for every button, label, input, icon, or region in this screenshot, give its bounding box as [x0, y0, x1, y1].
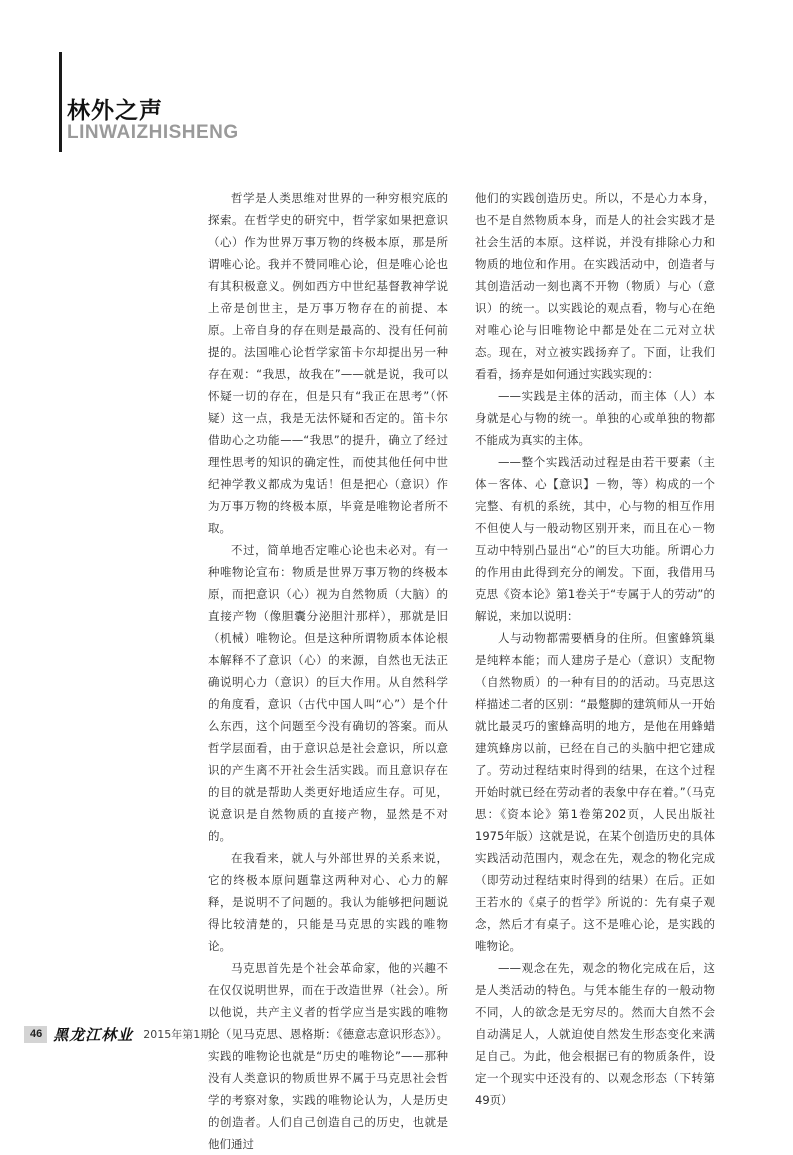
paragraph: ——整个实践活动过程是由若干要素（主体－客体、心【意识】－物，等）构成的一个完整、有机的系统，其中，心与物的相互作用不但使人与一般动物区别开来，而且在心－物互动中特别凸显出“心”的巨大功能。所谓心力的作用由此得到充分的阐发。下面，我借用马克思《资本论》第1卷关于“专属于人的劳动”的解说，来加以说明：: [475, 455, 715, 623]
issue-label: 2015年第1期: [143, 1028, 212, 1041]
paragraph: 哲学是人类思维对世界的一种穷根究底的探索。在哲学史的研究中，哲学家如果把意识（心）作为世界万事万物的终极本原，那是所谓唯心论。我并不赞同唯心论，但是唯心论也有其积极意义。例如西方中世纪基督教神学说上帝是创世主，是万事万物存在的前提、本原。上帝自身的存在则是最高的、没有任何前提的。法国唯心论哲学家笛卡尔却提出另一种存在观：“我思，故我在”——就是说，我可以怀疑一切的存在，但是只有“我正在思考”（怀疑）这一点，我是无法怀疑和否定的。笛卡尔借助心之功能——“我思”的提升，确立了经过理性思考的知识的确定性，而使其他任何中世纪神学教义都成为鬼话！但是把心（意识）作为万事万物的终极本原，毕竟是唯物论者所不取。: [208, 191, 448, 535]
column-subtitle: LINWAIZHISHENG: [67, 122, 239, 143]
magazine-logo: 黑龙江林业: [53, 1025, 134, 1044]
paragraph: ——观念在先，观念的物化完成在后，这是人类活动的特色。与凭本能生存的一般动物不同，人的欲念是无穷尽的。然而大自然不会自动满足人，人就迫使自然发生形态变化来满足自己。为此，他会根据已有的物质条件，设定一个现实中还没有的、以观念形态（下转第49页）: [475, 961, 715, 1107]
paragraph: 他们的实践创造历史。所以，不是心力本身，也不是自然物质本身，而是人的社会实践才是社会生活的本原。这样说，并没有排除心力和物质的地位和作用。在实践活动中，创造者与其创造活动一刻也离不开物（物质）与心（意识）的统一。以实践论的观点看，物与心在绝对唯心论与旧唯物论中都是处在二元对立状态。现在，对立被实践扬弃了。下面，让我们看看，扬弃是如何通过实践实现的：: [475, 191, 715, 381]
column-title: 林外之声: [67, 98, 163, 124]
paragraph: 马克思首先是个社会革命家，他的兴趣不在仅仅说明世界，而在于改造世界（社会）。所以他说，共产主义者的哲学应当是实践的唯物论（见马克思、恩格斯：《德意志意识形态》）。实践的唯物论也就是“历史的唯物论”——那种没有人类意识的物质世界不属于马克思社会哲学的考察对象，实践的唯物论认为，人是历史的创造者。人们自己创造自己的历史，也就是他们通过: [208, 961, 448, 1151]
header-accent-bar: [59, 52, 62, 152]
paragraph: 不过，简单地否定唯心论也未必对。有一种唯物论宣布：物质是世界万事万物的终极本原，而把意识（心）视为自然物质（大脑）的直接产物（像胆囊分泌胆汁那样），那就是旧（机械）唯物论。但是这种所谓物质本体论根本解释不了意识（心）的来源，自然也无法正确说明心力（意识）的巨大作用。从自然科学的角度看，意识（古代中国人叫“心”）是个什么东西，这个问题至今没有确切的答案。而从哲学层面看，由于意识总是社会意识，所以意识的产生离不开社会生活实践。而且意识存在的目的就是帮助人类更好地适应生存。可见，说意识是自然物质的直接产物，显然是不对的。: [208, 543, 448, 843]
paragraph: ——实践是主体的活动，而主体（人）本身就是心与物的统一。单独的心或单独的物都不能成为真实的主体。: [475, 389, 715, 447]
paragraph: 在我看来，就人与外部世界的关系来说，它的终极本原问题靠这两种对心、心力的解释，是说明不了问题的。我认为能够把问题说得比较清楚的，只能是马克思的实践的唯物论。: [208, 851, 448, 953]
page-number: 46: [24, 1026, 47, 1043]
left-text-column: [208, 187, 448, 1155]
right-text-column: [475, 187, 715, 1111]
paragraph: 人与动物都需要栖身的住所。但蜜蜂筑巢是纯粹本能；而人建房子是心（意识）支配物（自然物质）的一种有目的的活动。马克思这样描述二者的区别：“最蹩脚的建筑师从一开始就比最灵巧的蜜蜂高明的地方，是他在用蜂蜡建筑蜂房以前，已经在自己的头脑中把它建成了。劳动过程结束时得到的结果，在这个过程开始时就已经在劳动者的表象中存在着。”（马克思：《资本论》第1卷第202页，人民出版社1975年版）这就是说，在某个创造历史的具体实践活动范围内，观念在先，观念的物化完成（即劳动过程结束时得到的结果）在后。正如王若水的《桌子的哲学》所说的：先有桌子观念，然后才有桌子。这不是唯心论，是实践的唯物论。: [475, 631, 715, 953]
page-footer: [24, 1024, 211, 1044]
